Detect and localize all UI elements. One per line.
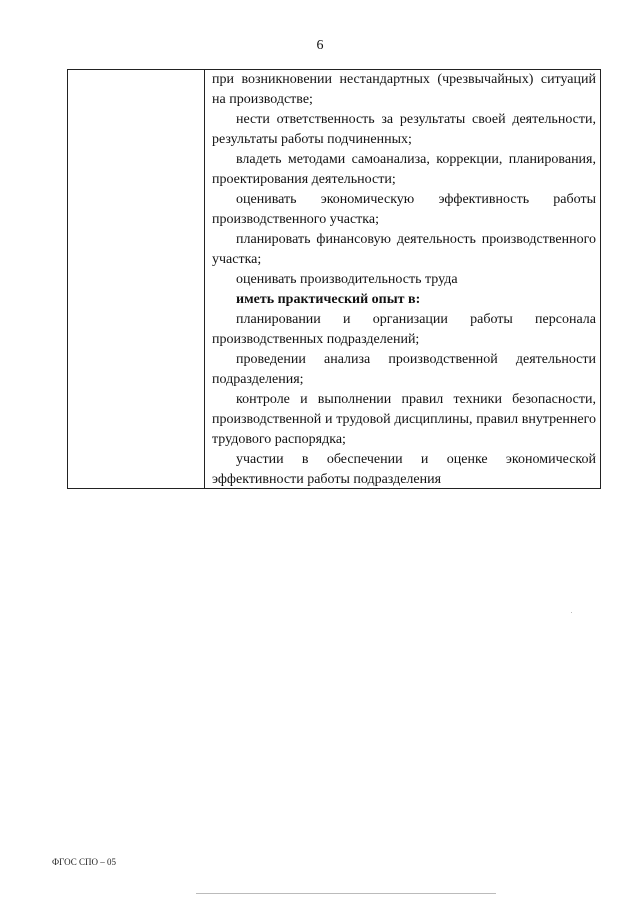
table-line: оценивать экономическую эффективность работы производственного участка; — [212, 192, 596, 227]
scan-artifact — [571, 612, 572, 613]
table-line: планировать финансовую деятельность производственного участка; — [212, 232, 596, 267]
table-line: владеть методами самоанализа, коррекции, планирования, проектирования деятельности; — [212, 152, 596, 187]
document-table — [67, 69, 601, 489]
table-right-cell — [205, 70, 600, 488]
table-line: участии в обеспечении и оценке экономической эффективности работы подразделения — [212, 452, 596, 487]
table-line: при возникновении нестандартных (чрезвычайных) ситуаций на производстве; — [212, 72, 596, 107]
table-line: контроле и выполнении правил техники безопасности, производственной и трудовой дисциплины, правил внутреннего трудового распорядка; — [212, 392, 596, 447]
page-number: 6 — [316, 38, 324, 53]
table-line: нести ответственность за результаты своей деятельности, результаты работы подчиненных; — [212, 112, 596, 147]
table-line: планировании и организации работы персонала производственных подразделений; — [212, 312, 596, 347]
table-line: оценивать производительность труда — [236, 272, 458, 287]
table-left-cell — [68, 70, 205, 488]
table-line: проведении анализа производственной деятельности подразделения; — [212, 352, 596, 387]
table-line-heading: иметь практический опыт в: — [236, 292, 421, 307]
footer-label: ФГОС СПО – 05 — [52, 857, 116, 867]
scan-artifact — [196, 893, 496, 894]
